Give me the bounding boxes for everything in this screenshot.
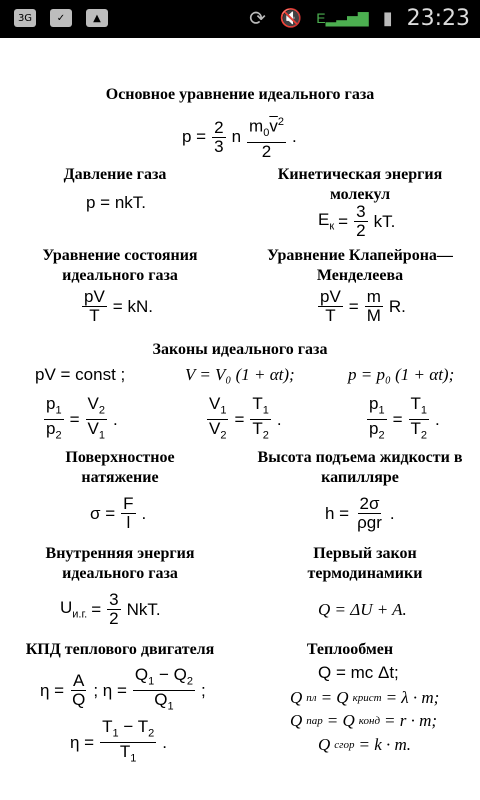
clapeyron-formula: $\frac{pV}{T}$ = $\frac{m}{M}$ R. <box>320 287 406 325</box>
clapeyron-rhs: R. <box>388 296 406 316</box>
formula-sheet <box>0 38 480 800</box>
basic-eq-formula: p = $\frac{2}{3}$ n $\frac{m_0\overline{v}^2}{2}$ . <box>182 113 297 161</box>
battery-icon: ▮ <box>382 8 393 28</box>
capillary-formula: h = $\frac{2\sigma}{\text{ρgr}}$ . <box>325 494 395 532</box>
surface-formula: σ = $\frac{F}{l}$ . <box>90 494 147 532</box>
ratio-pv: $\frac{p_1}{p_2}$ = $\frac{V_2}{V_1}$ . <box>46 394 118 442</box>
internal-rhs: NkT. <box>126 599 161 619</box>
capillary-lhs: h = <box>325 503 350 523</box>
network-3g-icon: 3G <box>14 9 36 27</box>
signal-icon: E▂▃▅▇ <box>316 10 369 26</box>
check-icon: ✓ <box>50 9 72 27</box>
kinetic-lhs-sub: к <box>329 220 335 233</box>
gas-laws-title: Законы идеального газа <box>152 341 328 358</box>
surface-lhs: σ = <box>90 503 116 523</box>
law-charles: p = p₀ (1 + αt); <box>348 365 455 384</box>
sync-icon: ⟳ <box>249 8 266 30</box>
efficiency-formula-2: η = $\frac{T_1 - T_2}{T_1}$ . <box>70 717 167 765</box>
pressure-title: Давление газа <box>63 166 167 183</box>
image-icon: ▲ <box>86 9 108 27</box>
clock: 23:23 <box>406 6 470 31</box>
heat-formula-4: Q сгор = k · m. <box>318 735 412 754</box>
kinetic-formula: $E_к$ = $\frac{3}{2}$ kT. <box>318 202 396 240</box>
efficiency-title: КПД теплового двигателя <box>25 641 215 658</box>
efficiency-formula-1: η = $\frac{A}{Q}$ ; η = $\frac{Q_1 - Q_2}{Q_1}$ ; <box>40 665 206 713</box>
kinetic-lhs: E <box>318 210 330 230</box>
status-bar <box>0 0 480 38</box>
first-law-title: Первый закон термодинамики <box>307 545 423 582</box>
first-law-formula: Q = ΔU + A. <box>318 600 407 619</box>
mute-icon: 🔇 <box>279 8 303 28</box>
kinetic-rhs: kT. <box>373 211 396 231</box>
signal-letter: E <box>316 10 326 26</box>
state-eq-rhs: = kN. <box>112 296 153 316</box>
ratio-pt: $\frac{p_1}{p_2}$ = $\frac{T_1}{T_2}$ . <box>369 394 440 442</box>
heat-exchange-title: Теплообмен <box>306 641 394 658</box>
internal-formula: $U_{и.г.}$ = $\frac{3}{2}$ NkT. <box>60 590 161 628</box>
basic-eq-title: Основное уравнение идеального газа <box>105 86 375 103</box>
ratio-vt: $\frac{V_1}{V_2}$ = $\frac{T_1}{T_2}$ . <box>209 394 282 442</box>
capillary-title: Высота подъема жидкости в капилляре <box>257 449 463 486</box>
pressure-formula: p = nkT. <box>86 193 147 212</box>
heat-formula-3: Q пар = Q конд = r · m; <box>290 711 438 730</box>
heat-formula-2: Q пл = Q крист = λ · m; <box>290 688 440 707</box>
clapeyron-title: Уравнение Клапейрона—Менделеева <box>267 247 453 284</box>
law-boyle: pV = const ; <box>35 365 126 384</box>
kinetic-title: Кинетическая энергия молекул <box>277 166 443 203</box>
state-eq-formula: $\frac{pV}{T}$ = kN. <box>84 287 153 325</box>
internal-title: Внутренняя энергия идеального газа <box>45 545 195 582</box>
law-gay-lussac: V = V₀ (1 + αt); <box>185 365 295 384</box>
state-eq-title: Уравнение состояния идеального газа <box>42 247 198 284</box>
heat-formula-1: Q = mc Δt; <box>318 663 399 682</box>
surface-title: Поверхностное натяжение <box>65 449 175 486</box>
